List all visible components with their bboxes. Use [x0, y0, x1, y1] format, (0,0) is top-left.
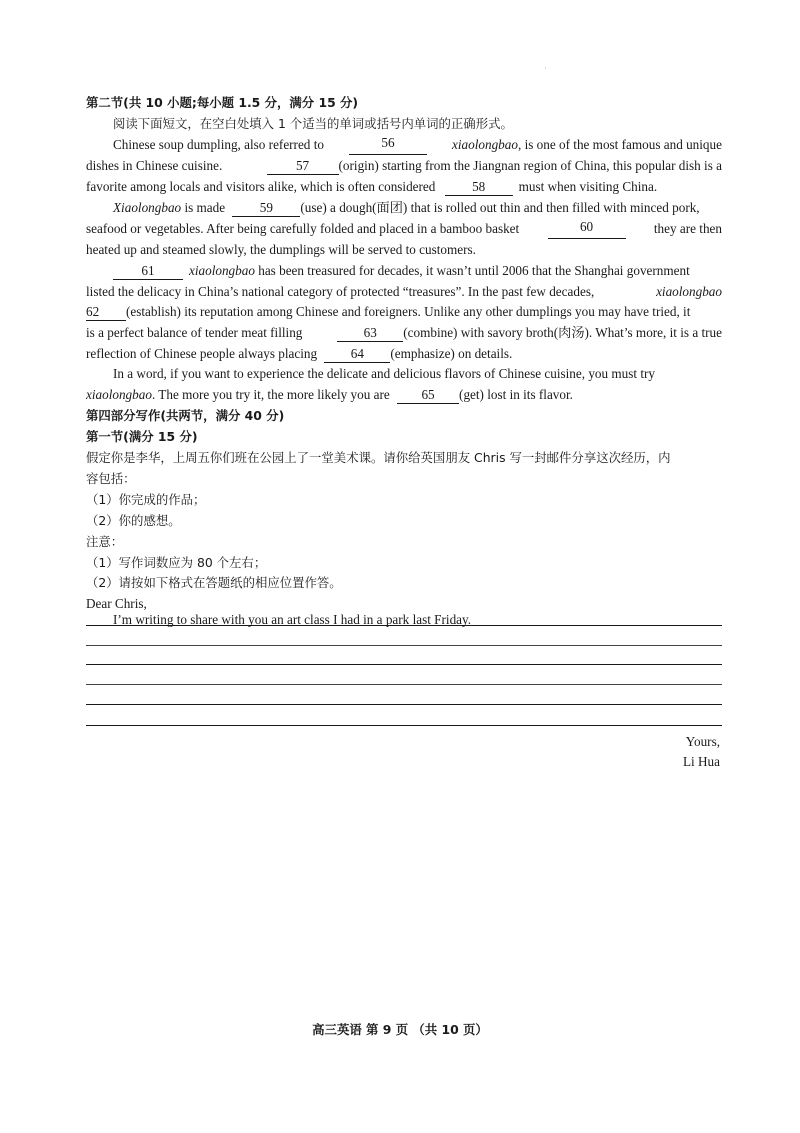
note-label: 注意： [86, 534, 124, 549]
passage-line: Chinese soup dumpling, also referred to 56 xiaolongbao, is one of the most famous and unique [113, 135, 722, 155]
note-item: （1）写作词数应为 80 个左右； [86, 555, 267, 570]
page-footer: 高三英语 第 9 页 （共 10 页） [312, 1022, 488, 1037]
answer-line[interactable] [86, 664, 722, 665]
passage-line: Xiaolongbao is made 59 (use) a dough(面团) that is rolled out thin and then filled with minced pork, [113, 200, 700, 215]
section2-heading: 第二节(共 10 小题;每小题 1.5 分，满分 15 分) [86, 95, 359, 110]
part4-heading: 第四部分写作(共两节，满分 40 分) [86, 408, 285, 423]
passage-line: heated up and steamed slowly, the dumplings will be served to customers. [86, 242, 476, 257]
blank-62[interactable]: 62 [86, 304, 126, 321]
note-item: （2）请按如下格式在答题纸的相应位置作答。 [86, 575, 342, 590]
answer-line[interactable] [86, 625, 722, 626]
passage-line: 61 xiaolongbao has been treasured for decades, it wasn’t until 2006 that the Shanghai government [113, 261, 722, 281]
letter-signature: Li Hua [683, 754, 720, 769]
blank-60[interactable]: 60 [548, 219, 626, 239]
passage-line: dishes in Chinese cuisine. 57 (origin) starting from the Jiangnan region of China, this popular dish is a [86, 158, 722, 173]
answer-line[interactable] [86, 704, 722, 705]
answer-line[interactable] [86, 645, 722, 646]
blank-64[interactable]: 64 [324, 346, 390, 363]
blank-65[interactable]: 65 [397, 387, 459, 404]
passage-line: listed the delicacy in China’s national category of protected “treasures”. In the past few decades, xiaolongbao [86, 284, 722, 299]
passage-line: seafood or vegetables. After being carefully folded and placed in a bamboo basket 60 they are then [86, 219, 722, 239]
blank-63[interactable]: 63 [337, 325, 403, 342]
passage-line: reflection of Chinese people always placing 64 (emphasize) on details. [86, 346, 513, 361]
passage-line: is a perfect balance of tender meat filling 63 (combine) with savory broth(肉汤). What’s more, it is a true [86, 325, 722, 340]
blank-59[interactable]: 59 [232, 200, 300, 217]
blank-61[interactable]: 61 [113, 263, 183, 280]
blank-58[interactable]: 58 [445, 179, 513, 196]
writing-prompt-cont: 容包括： [86, 471, 136, 486]
blank-57[interactable]: 57 [267, 158, 339, 175]
requirement-item: （1）你完成的作品； [86, 492, 206, 507]
blank-56[interactable]: 56 [349, 135, 427, 155]
letter-opening: I’m writing to share with you an art class I had in a park last Friday. [113, 612, 472, 627]
requirement-item: （2）你的感想。 [86, 513, 181, 528]
scan-mark: · [544, 64, 547, 73]
letter-greeting: Dear Chris, [86, 596, 147, 611]
part4-subheading: 第一节(满分 15 分) [86, 429, 198, 444]
section2-instruction: 阅读下面短文，在空白处填入 1 个适当的单词或括号内单词的正确形式。 [113, 116, 513, 131]
letter-closing: Yours, [685, 734, 720, 749]
passage-line: favorite among locals and visitors alike, which is often considered 58 must when visiting China. [86, 179, 658, 194]
passage-line: xiaolongbao. The more you try it, the more likely you are 65 (get) lost in its flavor. [86, 387, 573, 402]
passage-line: In a word, if you want to experience the delicate and delicious flavors of Chinese cuisine, you must try [113, 366, 655, 381]
writing-prompt: 假定你是李华，上周五你们班在公园上了一堂美术课。请你给英国朋友 Chris 写一封邮件分享这次经历，内 [86, 450, 671, 465]
answer-line[interactable] [86, 684, 722, 685]
passage-line: 62 (establish) its reputation among Chinese and foreigners. Unlike any other dumplings you may have tried, it [86, 304, 691, 319]
answer-line[interactable] [86, 725, 722, 726]
